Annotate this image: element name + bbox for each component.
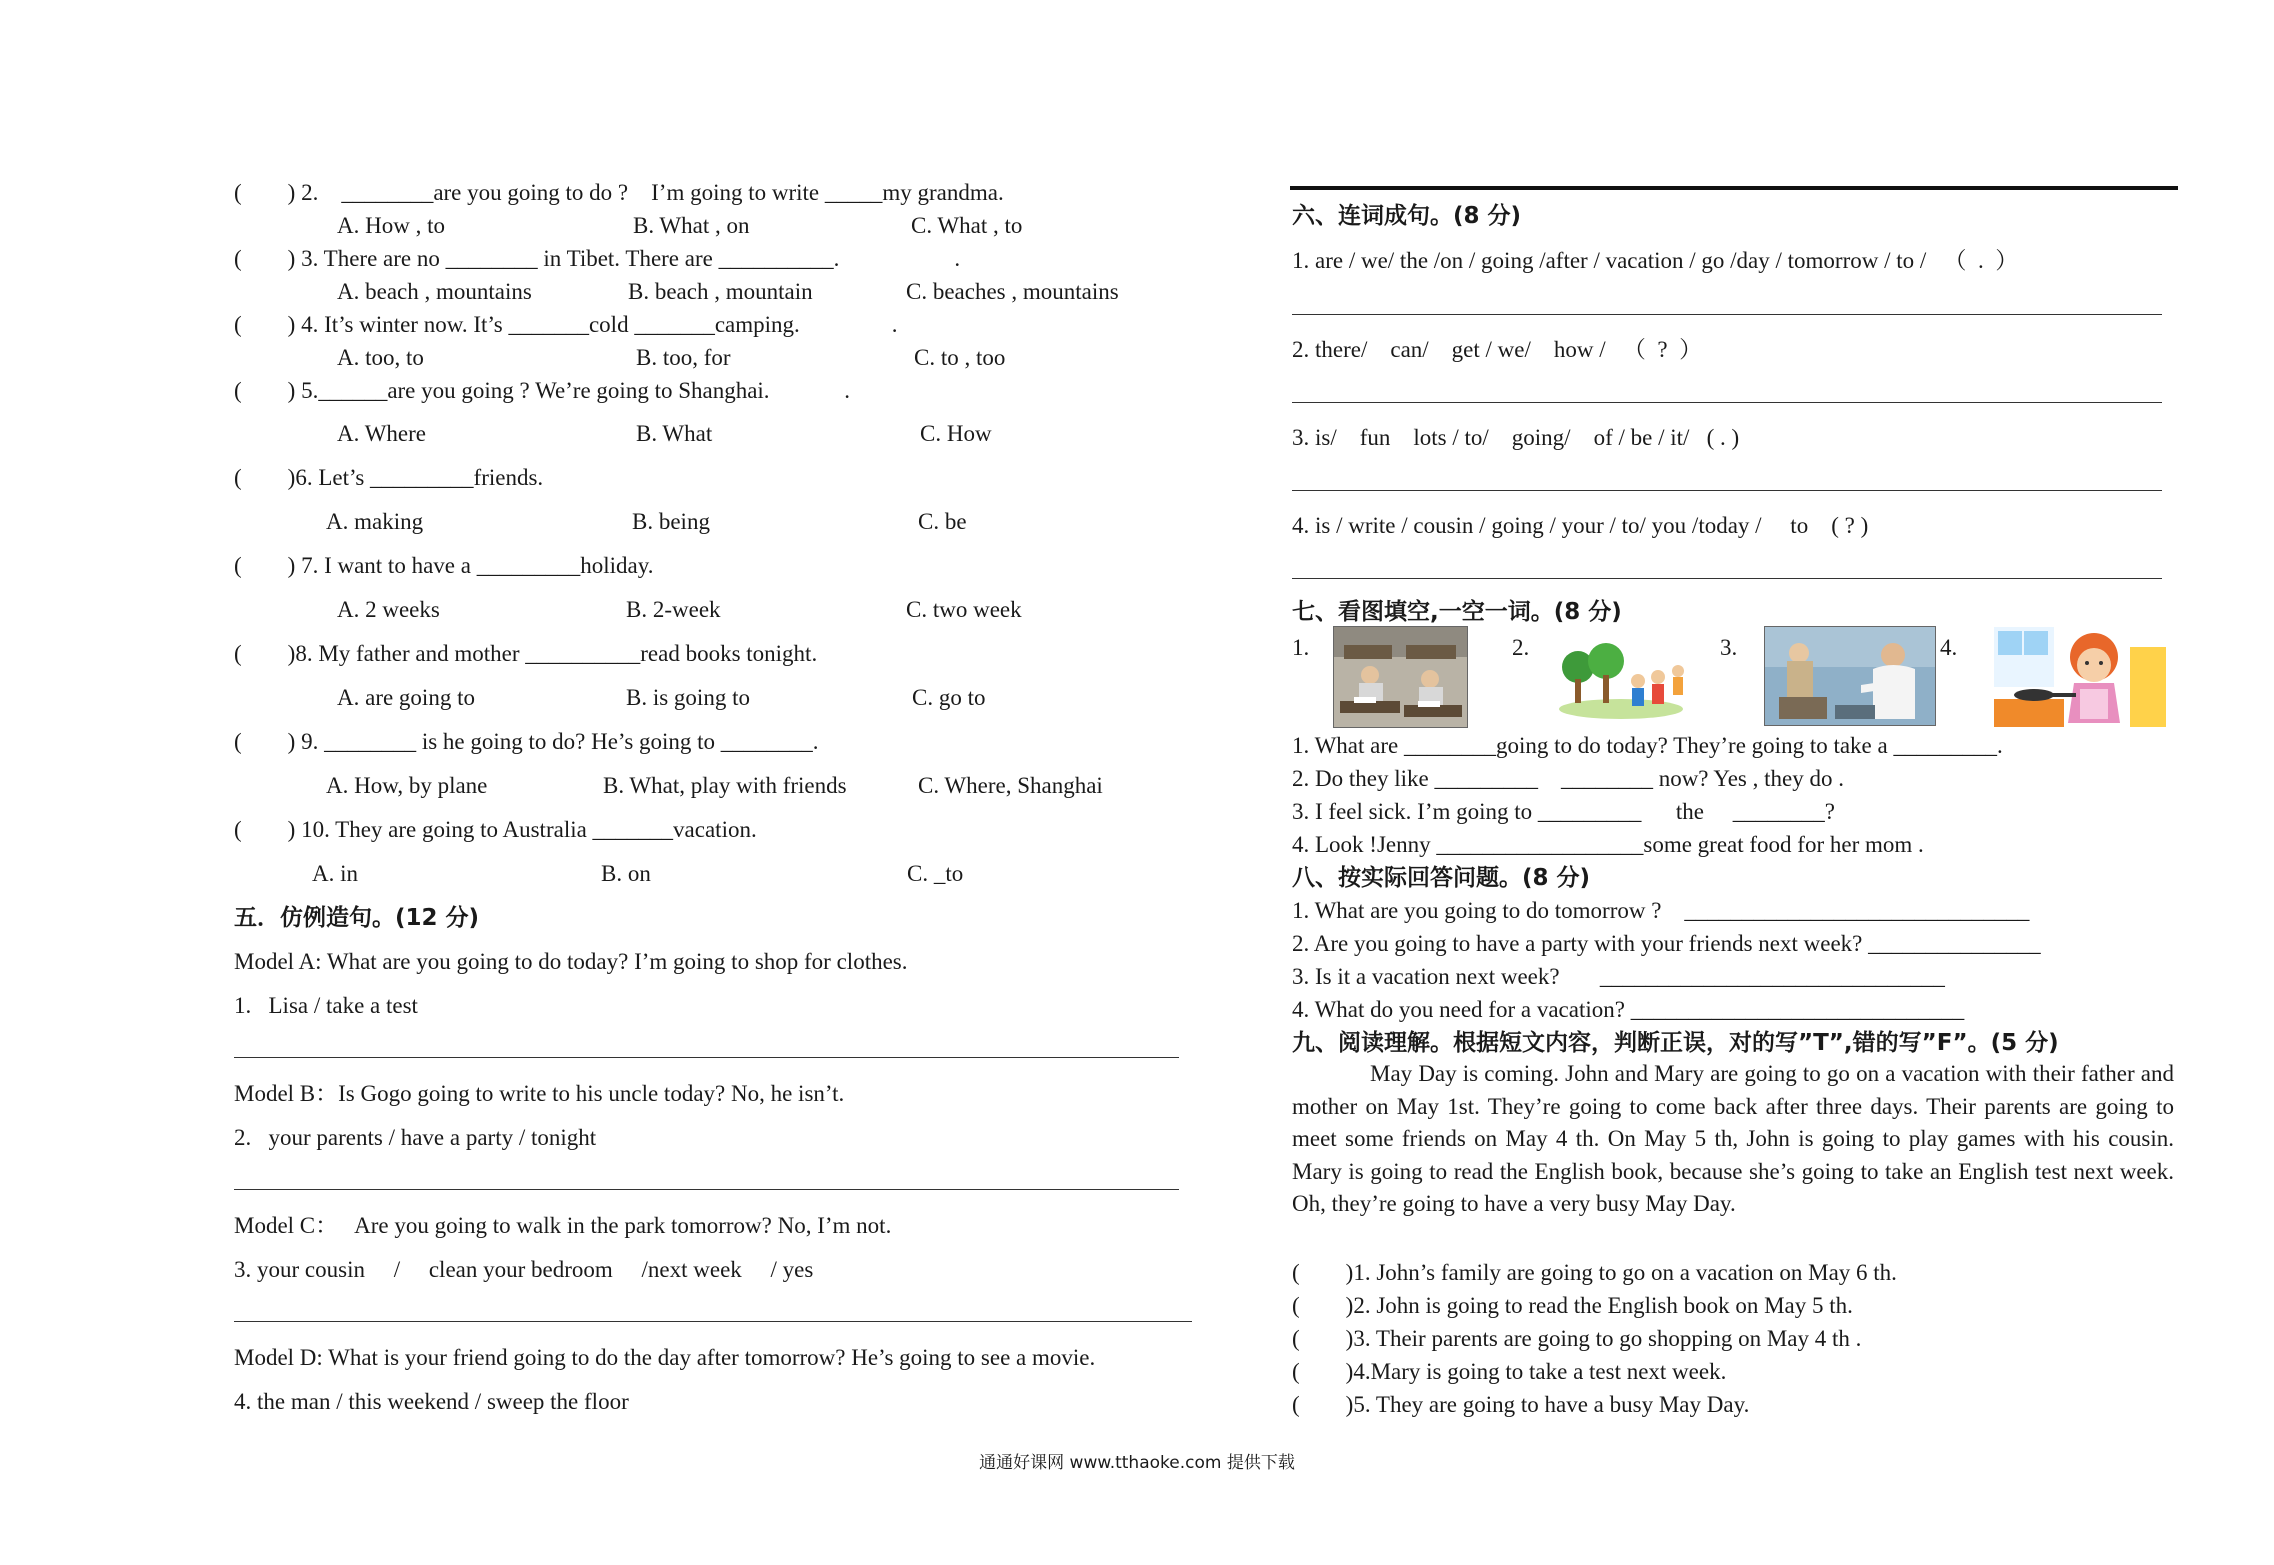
q4-option-a: A. too, to	[337, 345, 424, 370]
q5-option-b: B. What	[636, 421, 713, 446]
true-false-3: ( )3. Their parents are going to go shopping on May 4 th .	[1292, 1326, 1862, 1351]
picture-4-girl-cooking	[1993, 626, 2167, 728]
q5-option-a: A. Where	[337, 421, 426, 446]
reorder-item-2: 2. there/ can/ get / we/ how / （ ? ）	[1292, 337, 1703, 362]
question-2: ( ) 2. ________are you going to do ? I’m going to write _____my grandma.	[234, 180, 1004, 205]
q7-option-b: B. 2-week	[626, 597, 721, 622]
q2-option-c: C. What , to	[911, 213, 1023, 238]
question-3: ( ) 3. There are no ________ in Tibet. There are __________. .	[234, 246, 961, 271]
sentence-item-2: 2. your parents / have a party / tonight	[234, 1125, 597, 1150]
reorder-line-4[interactable]	[1292, 578, 2162, 579]
q6-option-a: A. making	[326, 509, 424, 534]
reorder-item-1: 1. are / we/ the /on / going /after / vacation / go /day / tomorrow / to / （ . ）	[1292, 248, 2019, 273]
section-8-title: 八、按实际回答问题。(8 分)	[1292, 865, 1591, 891]
true-false-1: ( )1. John’s family are going to go on a vacation on May 6 th.	[1292, 1260, 1897, 1285]
answer-question-4: 4. What do you need for a vacation? _____________________________	[1292, 997, 1965, 1022]
reading-passage: May Day is coming. John and Mary are going to go on a vacation with their father and mother on May 1st. They’re going to come back after three days. Their parents are going to meet some friends on May 4 th. On May 5 th, John is going to play games with his cousin. Mary is going to read the English book, because she’s going to take an English test next week. Oh, they’re going to have a very busy May Day.	[1292, 1061, 2174, 1217]
picture-3-doctor-visit	[1764, 626, 1936, 726]
footer-source: 通通好课网 www.tthaoke.com 提供下载	[979, 1453, 1295, 1473]
q7-option-c: C. two week	[906, 597, 1022, 622]
q3-option-c: C. beaches , mountains	[906, 279, 1119, 304]
picture-2-kids-in-park	[1553, 626, 1690, 728]
q10-option-a: A. in	[312, 861, 358, 886]
question-5: ( ) 5.______are you going ? We’re going to Shanghai. .	[234, 378, 851, 403]
reorder-line-3[interactable]	[1292, 490, 2162, 491]
model-d: Model D: What is your friend going to do the day after tomorrow? He’s going to see a movie.	[234, 1345, 1096, 1370]
question-4: ( ) 4. It’s winter now. It’s _______cold _______camping. .	[234, 312, 898, 337]
reorder-line-1[interactable]	[1292, 314, 2162, 315]
answer-line-3[interactable]	[234, 1321, 1192, 1322]
q3-option-a: A. beach , mountains	[337, 279, 532, 304]
section-7-title: 七、看图填空,一空一词。(8 分)	[1292, 599, 1622, 625]
model-a: Model A: What are you going to do today? I’m going to shop for clothes.	[234, 949, 908, 974]
q2-option-b: B. What , on	[633, 213, 750, 238]
sentence-item-1: 1. Lisa / take a test	[234, 993, 418, 1018]
question-10: ( ) 10. They are going to Australia _______vacation.	[234, 817, 757, 842]
q4-option-c: C. to , too	[914, 345, 1006, 370]
answer-question-3: 3. Is it a vacation next week? ______________________________	[1292, 964, 1945, 989]
section-6-title: 六、连词成句。(8 分)	[1292, 203, 1522, 229]
q6-option-b: B. being	[632, 509, 710, 534]
picture-blank-4: 4. Look !Jenny __________________some great food for her mom .	[1292, 832, 1924, 857]
answer-question-1: 1. What are you going to do tomorrow ? ______________________________	[1292, 898, 2030, 923]
true-false-5: ( )5. They are going to have a busy May Day.	[1292, 1392, 1750, 1417]
q9-option-b: B. What, play with friends	[603, 773, 847, 798]
q2-option-a: A. How , to	[337, 213, 445, 238]
reorder-item-4: 4. is / write / cousin / going / your / to/ you /today / to ( ? )	[1292, 513, 1869, 538]
answer-line-2[interactable]	[234, 1189, 1179, 1190]
q9-option-c: C. Where, Shanghai	[918, 773, 1103, 798]
q8-option-c: C. go to	[912, 685, 986, 710]
picture-number-3: 3.	[1720, 635, 1738, 660]
q6-option-c: C. be	[918, 509, 967, 534]
answer-line-1[interactable]	[234, 1057, 1179, 1058]
picture-1-students-test	[1333, 626, 1468, 728]
q4-option-b: B. too, for	[636, 345, 731, 370]
reorder-line-2[interactable]	[1292, 402, 2162, 403]
section-5-title: 五．仿例造句。(12 分)	[234, 905, 480, 931]
q5-option-c: C. How	[920, 421, 992, 446]
sentence-item-4: 4. the man / this weekend / sweep the floor	[234, 1389, 629, 1414]
picture-number-4: 4.	[1940, 635, 1958, 660]
question-6: ( )6. Let’s _________friends.	[234, 465, 544, 490]
answer-question-2: 2. Are you going to have a party with your friends next week? _______________	[1292, 931, 2041, 956]
picture-number-2: 2.	[1512, 635, 1530, 660]
picture-blank-2: 2. Do they like _________ ________ now? Yes , they do .	[1292, 766, 1844, 791]
sentence-item-3: 3. your cousin / clean your bedroom /next week / yes	[234, 1257, 814, 1282]
true-false-2: ( )2. John is going to read the English book on May 5 th.	[1292, 1293, 1853, 1318]
q3-option-b: B. beach , mountain	[628, 279, 813, 304]
reorder-item-3: 3. is/ fun lots / to/ going/ of / be / it/ ( . )	[1292, 425, 1740, 450]
q10-option-c: C. _to	[907, 861, 964, 886]
q8-option-a: A. are going to	[337, 685, 475, 710]
picture-blank-3: 3. I feel sick. I’m going to _________ the ________?	[1292, 799, 1835, 824]
question-8: ( )8. My father and mother __________read books tonight.	[234, 641, 818, 666]
picture-blank-1: 1. What are ________going to do today? They’re going to take a _________.	[1292, 733, 2003, 758]
model-c: Model C： Are you going to walk in the park tomorrow? No, I’m not.	[234, 1213, 892, 1238]
model-b: Model B：Is Gogo going to write to his uncle today? No, he isn’t.	[234, 1081, 845, 1106]
question-7: ( ) 7. I want to have a _________holiday.	[234, 553, 654, 578]
q8-option-b: B. is going to	[626, 685, 750, 710]
q9-option-a: A. How, by plane	[326, 773, 488, 798]
q7-option-a: A. 2 weeks	[337, 597, 440, 622]
true-false-4: ( )4.Mary is going to take a test next week.	[1292, 1359, 1727, 1384]
section-9-title: 九、阅读理解。根据短文内容，判断正误，对的写”T”,错的写”F”。(5 分)	[1292, 1030, 2059, 1056]
section-divider-rule	[1290, 186, 2178, 190]
q10-option-b: B. on	[601, 861, 651, 886]
picture-number-1: 1.	[1292, 635, 1310, 660]
question-9: ( ) 9. ________ is he going to do? He’s going to ________.	[234, 729, 819, 754]
